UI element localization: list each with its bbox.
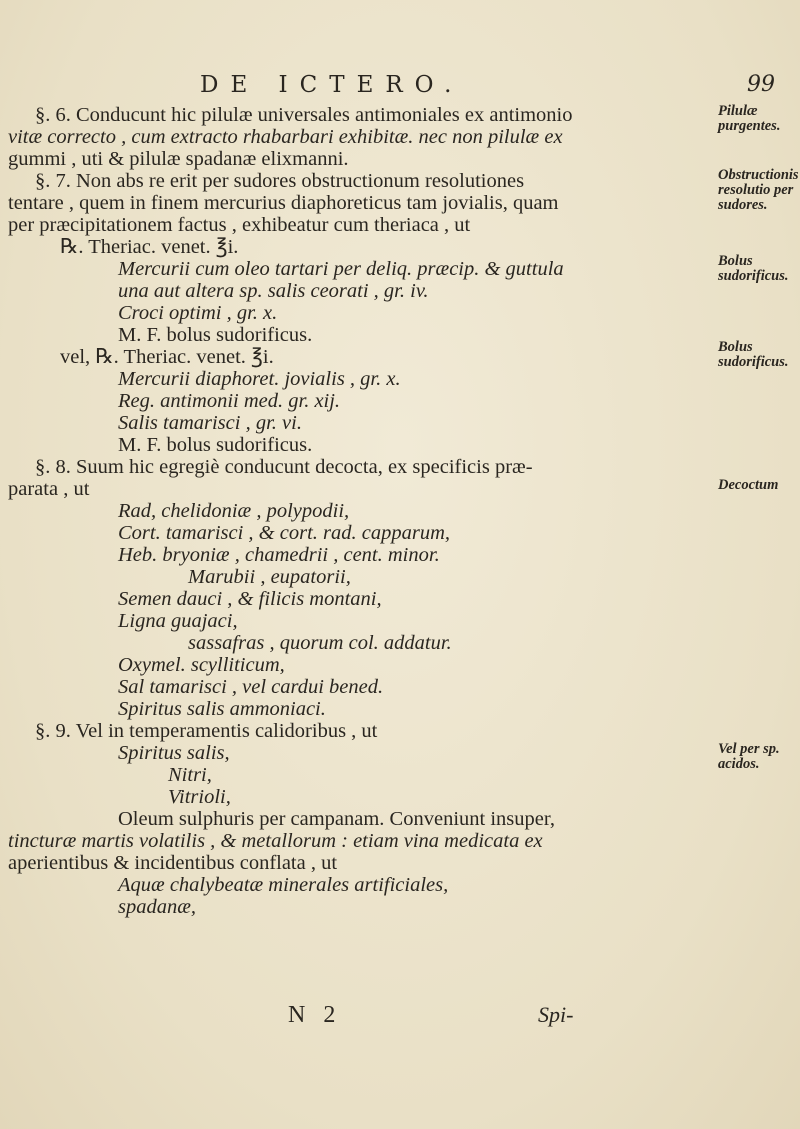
margin-note: Decoctum [718, 477, 779, 493]
margin-note: Pilulæ purgentes. [718, 103, 781, 134]
text-line: una aut altera sp. salis ceorati , gr. iv. [118, 280, 429, 302]
text-line: Spiritus salis ammoniaci. [118, 698, 326, 720]
text-line: M. F. bolus sudorificus. [118, 324, 313, 346]
margin-note: Bolus sudorificus. [718, 339, 789, 370]
text-line: Cort. tamarisci , & cort. rad. capparum, [118, 522, 450, 544]
text-line: Marubii , eupatorii, [188, 566, 351, 588]
text-line: Sal tamarisci , vel cardui bened. [118, 676, 384, 698]
text-line: aperientibus & incidentibus conflata , ut [8, 852, 338, 874]
text-line: Spiritus salis, [118, 742, 230, 764]
text-line: Mercurii cum oleo tartari per deliq. præcip. & guttula [118, 258, 564, 280]
text-line: Reg. antimonii med. gr. xij. [118, 390, 341, 412]
text-line: ℞. Theriac. venet. ℥i. [60, 236, 239, 258]
text-block [8, 104, 703, 918]
text-line: gummi , uti & pilulæ spadanæ elixmanni. [8, 148, 349, 170]
text-line: §. 8. Suum hic egregiè conducunt decocta, ex specificis præ- [35, 456, 533, 478]
running-title: DE ICTERO. [200, 72, 464, 98]
text-line: M. F. bolus sudorificus. [118, 434, 313, 456]
text-line: Heb. bryoniæ , chamedrii , cent. minor. [118, 544, 440, 566]
page-footer [0, 1002, 800, 1030]
text-line: spadanæ, [118, 896, 197, 918]
text-line: per præcipitationem factus , exhibeatur cum theriaca , ut [8, 214, 471, 236]
margin-note: Bolus sudorificus. [718, 253, 789, 284]
text-line: vitæ correcto , cum extracto rhabarbari exhibitæ. nec non pilulæ ex [8, 126, 563, 148]
text-line: Mercurii diaphoret. jovialis , gr. x. [118, 368, 401, 390]
signature-mark: N 2 [288, 1002, 342, 1028]
text-line: §. 7. Non abs re erit per sudores obstructionum resolutiones [35, 170, 525, 192]
text-line: sassafras , quorum col. addatur. [188, 632, 452, 654]
text-line: vel, ℞. Theriac. venet. ℥i. [60, 346, 274, 368]
text-line: tincturæ martis volatilis , & metallorum : etiam vina medicata ex [8, 830, 543, 852]
text-line: Vitrioli, [168, 786, 231, 808]
text-line: Rad, chelidoniæ , polypodii, [118, 500, 350, 522]
margin-note: Vel per sp. acidos. [718, 741, 780, 772]
text-line: tentare , quem in finem mercurius diaphoreticus tam jovialis, quam [8, 192, 559, 214]
text-line: §. 9. Vel in temperamentis calidoribus , ut [35, 720, 378, 742]
page-header [0, 72, 800, 102]
margin-note: Obstructionis resolutio per sudores. [718, 167, 799, 213]
text-line: Oleum sulphuris per campanam. Conveniunt insuper, [118, 808, 555, 830]
text-line: parata , ut [8, 478, 90, 500]
text-line: Oxymel. scylliticum, [118, 654, 285, 676]
text-line: Nitri, [168, 764, 212, 786]
text-line: §. 6. Conducunt hic pilulæ universales antimoniales ex antimonio [35, 104, 573, 126]
text-line: Salis tamarisci , gr. vi. [118, 412, 302, 434]
text-line: Aquæ chalybeatæ minerales artificiales, [118, 874, 449, 896]
page-number: 99 [747, 72, 775, 97]
text-line: Ligna guajaci, [118, 610, 238, 632]
text-line: Croci optimi , gr. x. [118, 302, 278, 324]
text-line: Semen dauci , & filicis montani, [118, 588, 382, 610]
catchword: Spi- [538, 1002, 574, 1027]
